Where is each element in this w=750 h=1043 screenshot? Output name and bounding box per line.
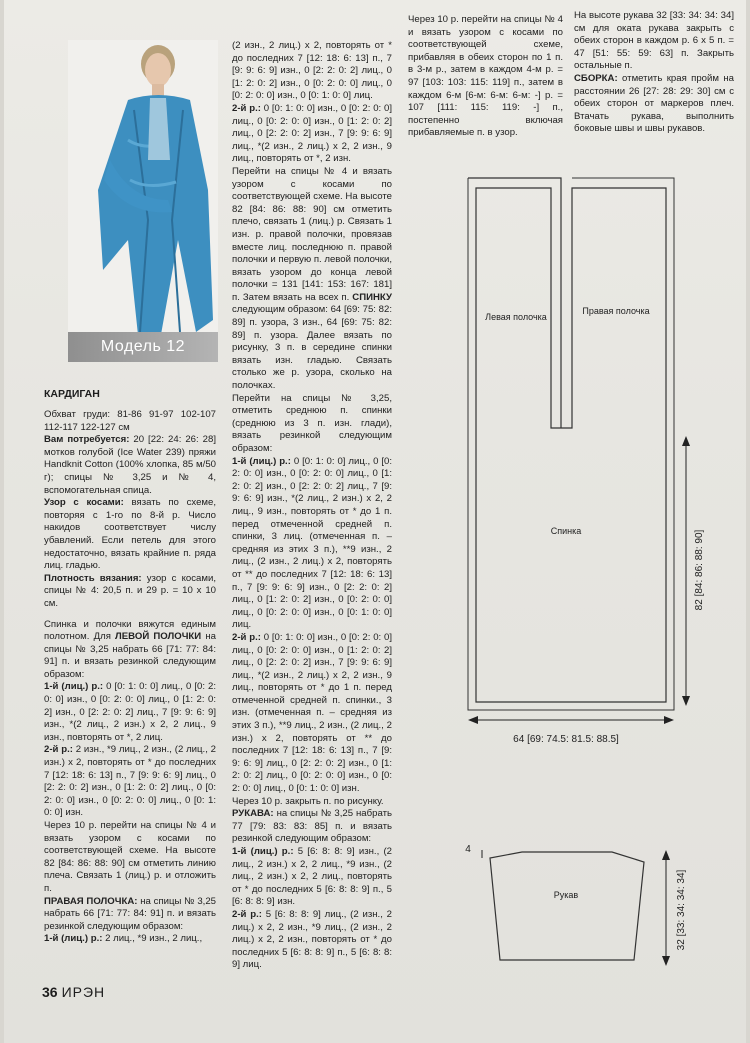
magazine-name: ИРЭН — [61, 984, 106, 1000]
gauge-label: Плотность вязания: — [44, 572, 142, 584]
model-photo — [68, 40, 218, 362]
right-front-intro: ПРАВАЯ ПОЛОЧКА: на спицы № 3,25 набрать 66 [71: 77: 84: 91] п. и вязать резинкой следующим образом: — [44, 895, 216, 932]
magazine-page — [4, 0, 746, 1043]
body-outline — [468, 178, 666, 702]
height-arrow-bottom — [682, 696, 690, 706]
back-heading: СПИНКУ — [352, 291, 392, 303]
left-row-2: 2-й р.: 2 изн., *9 лиц., 2 изн., (2 лиц., 2 изн.) x 2, повторять от * до последних 7 [12: 18: 6: 13] п., 7 [9: 9: 6: 9] лиц., 0 [2: 2: 0: 2] изн., 0 [1: 2: 0: 2] лиц., 0 [0: 2: 0: 0] изн., 0 [0: 2: 0: 0] лиц., 0 [0: 1: 0: 0] изн. — [44, 744, 216, 819]
page-number: 36 — [42, 984, 58, 1000]
model-illustration — [68, 40, 218, 362]
back-row-1: 1-й (лиц.) р.: 0 [0: 1: 0: 0] лиц., 0 [0: 2: 0: 0] изн., 0 [0: 2: 0: 0] лиц., 0 [1: 2: 0: 2] изн., 0 [2: 2: 0: 2] лиц., 7 [9: 9: 6: 9] изн., *(2 лиц., 2 изн.) x 2, 2 лиц., 9 изн., повторять от * до 1 п. перед отмеченной средней п. спинки, 3 лиц. (отмеченная п. – средняя из этих 3 п.), **9 изн., 2 лиц., (2 изн., 2 лиц.) x 2, повторять от ** до последних 7 [12: 18: 6: 13] п., 7 [9: 9: 6: 9] изн., 0 [2: 2: 0: 2] лиц., 0 [1: 2: 0: 2] изн., 0 [0: 2: 0: 0] лиц., 0 [0: 2: 0: 0] изн., 0 [0: 1: 0: 0] лиц. — [232, 455, 392, 631]
width-arrow-right — [664, 716, 674, 724]
sleeve-label: Рукав — [553, 890, 579, 900]
sleeve-outline — [490, 852, 644, 960]
photo-caption: Модель 12 — [68, 332, 218, 362]
sleeve-row-1: 1-й (лиц.) р.: 5 [6: 8: 8: 9] изн., (2 лиц., 2 изн.) x 2, 2 лиц., *9 изн., (2 лиц., 2 изн.) x 2, 2 лиц., повторять от * до последних 5 [6: 8: 8: 9] п., 5 [6: 8: 8: 9] изн. — [232, 846, 392, 908]
text-column-3 — [408, 14, 563, 140]
gauge-paragraph — [44, 573, 216, 611]
materials-text: 20 [22: 24: 26: 28] мотков голубой (Ice Water 239) пряжи Handknit Cotton (100% хлопка, 85 м/50 г); спицы № 3,25 и № 4, вспомогательная спица. — [44, 434, 216, 496]
sleeve-increase-text: Через 10 р. перейти на спицы № 4 и вязать узором с косами по соответствующей схеме, прибавляя в обеих сторон по 1 п. в 3-м р., затем в каждом 4-м р. = 97 [103: 103: 115: 119] п., затем в каждом 6-м [6-м: 6-м: 6-м: -] р. = 107 [111: 115: 119: -] п., постепенно включая прибавляемые п. в узор. — [408, 14, 563, 139]
sleeve-arrow-top — [662, 850, 670, 860]
sleeve-arrow-bottom — [662, 956, 670, 966]
sleeves-heading: РУКАВА: — [232, 808, 274, 820]
right-row-1-cont: (2 изн., 2 лиц.) x 2, повторять от * до последних 7 [12: 18: 6: 13] п., 7 [9: 9: 6: 9] изн., 0 [2: 2: 0: 2] лиц., 0 [1: 2: 0: 2] изн., 0 [0: 2: 0: 0] лиц., 0 [0: 2: 0: 0] изн., 0 [0: 1: 0: 0] лиц. — [232, 40, 392, 102]
assembly-heading: СБОРКА: — [574, 72, 618, 84]
left-front-label: Левая полочка — [485, 312, 547, 322]
sleeve-height-label: 32 [33: 34: 34: 34] — [676, 869, 687, 951]
width-arrow-left — [468, 716, 478, 724]
right-front-heading: ПРАВАЯ ПОЛОЧКА: — [44, 895, 138, 907]
back-row-2: 2-й р.: 0 [0: 1: 0: 0] изн., 0 [0: 2: 0: 0] лиц., 0 [0: 2: 0: 0] изн., 0 [1: 2: 0: 2] лиц., 0 [2: 2: 0: 2] изн., 7 [9: 9: 6: 9] лиц., *(2 изн., 2 лиц.) x 2, 2 изн., 9 лиц., повторять от * до 1 п. перед отмеченной средней п. спинки., 3 изн. (отмеченная п. – средняя из этих 3 п.), **9 лиц., 2 изн., (2 лиц., 2 изн.) x 2, повторять от ** до последних 7 [12: 18: 6: 13] п., 7 [9: 9: 6: 9] лиц., 0 [2: 2: 0: 2] изн., 0 [1: 2: 0: 2] лиц., 0 [0: 2: 0: 0] изн., 0 [0: 2: 0: 0] лиц., 0 [0: 1: 0: 0] изн. — [232, 631, 392, 795]
left-front-after: Через 10 р. перейти на спицы № 4 и вязать узором с косами по соответствующей схеме. На высоте 82 [84: 86: 88: 90] см отметить линию плеча. Связать 1 (лиц.) р. и отложить п. — [44, 820, 216, 894]
rib-intro: Перейти на спицы № 3,25, отметить среднюю п. спинки (среднюю из 3 п. изн. глади), вязать резинкой следующим образом: — [232, 392, 392, 454]
gauge-text: узор с косами, спицы № 4: 20,5 п. и 29 р. = 10 x 10 см. — [44, 572, 216, 609]
article-title: КАРДИГАН — [44, 388, 100, 400]
left-row-1: 1-й (лиц.) р.: 0 [0: 1: 0: 0] лиц., 0 [0: 2: 0: 0] изн., 0 [0: 2: 0: 0] лиц., 0 [1: 2: 0: 2] изн., 0 [2: 2: 0: 2] лиц., 7 [9: 9: 6: 9] изн., *(2 лиц., 2 изн.) x 2, 2 лиц., 9 изн., повторять от *, 2 лиц. — [44, 681, 216, 743]
cap-dimension-label: 4 — [465, 844, 471, 855]
right-front-label: Правая полочка — [582, 306, 650, 316]
height-arrow-top — [682, 436, 690, 446]
height-dimension-label: 82 [84: 86: 88: 90] — [694, 529, 705, 611]
sleeve-cap-text: На высоте рукава 32 [33: 34: 34: 34] см для оката рукава закрыть с обеих сторон в каждом р. 6 x 5 п. = 47 [51: 55: 59: 63] п. Закрыть остальные п. — [574, 10, 734, 72]
back-paragraph: Перейти на спицы № 4 и вязать узором с косами по соответствующей схеме. На высоте 82 [84: 86: 88: 90] см отметить плечо, связать 1 (лиц.) р. Связать 1 изн. р. правой полочки, провязав вместе лиц. последнюю п. правой полочки и первую п. левой полочки, вязать узором до конца левой полочки = 131 [141: 153: 167: 181] п. Затем вязать на всех п. СПИНКУ следующим образом: 64 [69: 75: 82: 89] п. узора, 3 изн., 64 [69: 75: 82: 89] п. узора. Далее вязать по рисунку, 3 п. в середине спинки вязать изн. гладью. Связать столько же р. узора, сколько на полочках. — [232, 165, 392, 392]
bind-off-text: Через 10 р. закрыть п. по рисунку. — [232, 795, 384, 807]
left-front-heading: ЛЕВОЙ ПОЛОЧКИ — [115, 631, 202, 643]
back-label: Спинка — [550, 526, 582, 536]
text-column-2 — [232, 40, 392, 972]
sleeve-row-2: 2-й р.: 5 [6: 8: 8: 9] лиц., (2 изн., 2 лиц.) x 2, 2 изн., *9 лиц., (2 изн., 2 лиц.) x 2, 2 изн., повторять от * до последних 5 [6: 8: 8: 9] п., 5 [6: 8: 8: 9] лиц. — [232, 908, 392, 971]
pattern-text: вязать по схеме, повторяя с 1-го по 8-й р. Число накидов соответствует числу убавлений. Если петель для этого недостаточно, вязать крайние п. ряда лиц. гладью. — [44, 497, 216, 572]
assembly-paragraph: СБОРКА: отметить края пройм на расстоянии 26 [27: 28: 29: 30] см с обеих сторон от маркеров плеч. Втачать рукава, выполнить боковые швы и швы рукавов. — [574, 72, 734, 135]
pattern-schematic — [404, 150, 734, 990]
width-dimension-label: 64 [69: 74.5: 81.5: 88.5] — [513, 734, 619, 745]
right-row-2: 2-й р.: 0 [0: 1: 0: 0] изн., 0 [0: 2: 0: 0] лиц., 0 [0: 2: 0: 0] изн., 0 [1: 2: 0: 2] лиц., 0 [2: 2: 0: 2] изн., 7 [9: 9: 6: 9] лиц., *(2 изн., 2 лиц.) x 2, 2 изн., 9 лиц., повторять от *, 2 изн. — [232, 102, 392, 165]
text-column-1 — [44, 409, 216, 946]
page-footer — [42, 984, 105, 1000]
pattern-paragraph — [44, 497, 216, 573]
size-text: Обхват груди: 81-86 91-97 102-107 112-117 122-127 см — [44, 409, 216, 433]
materials-label: Вам потребуется: — [44, 434, 130, 446]
pattern-label: Узор с косами: — [44, 497, 124, 509]
text-column-4 — [574, 10, 734, 136]
materials-paragraph — [44, 434, 216, 497]
body-outer-line — [468, 178, 674, 710]
left-front-intro: Спинка и полочки вяжутся единым полотном. Для ЛЕВОЙ ПОЛОЧКИ на спицы № 3,25 набрать 66 [71: 77: 84: 91] п. и вязать резинкой следующим образом: — [44, 618, 216, 680]
right-row-1: 1-й (лиц.) р.: 2 лиц., *9 изн., 2 лиц., — [44, 933, 203, 945]
sleeves-intro: РУКАВА: на спицы № 3,25 набрать 77 [79: 83: 83: 85] п. и вязать резинкой следующим образом: — [232, 808, 392, 845]
